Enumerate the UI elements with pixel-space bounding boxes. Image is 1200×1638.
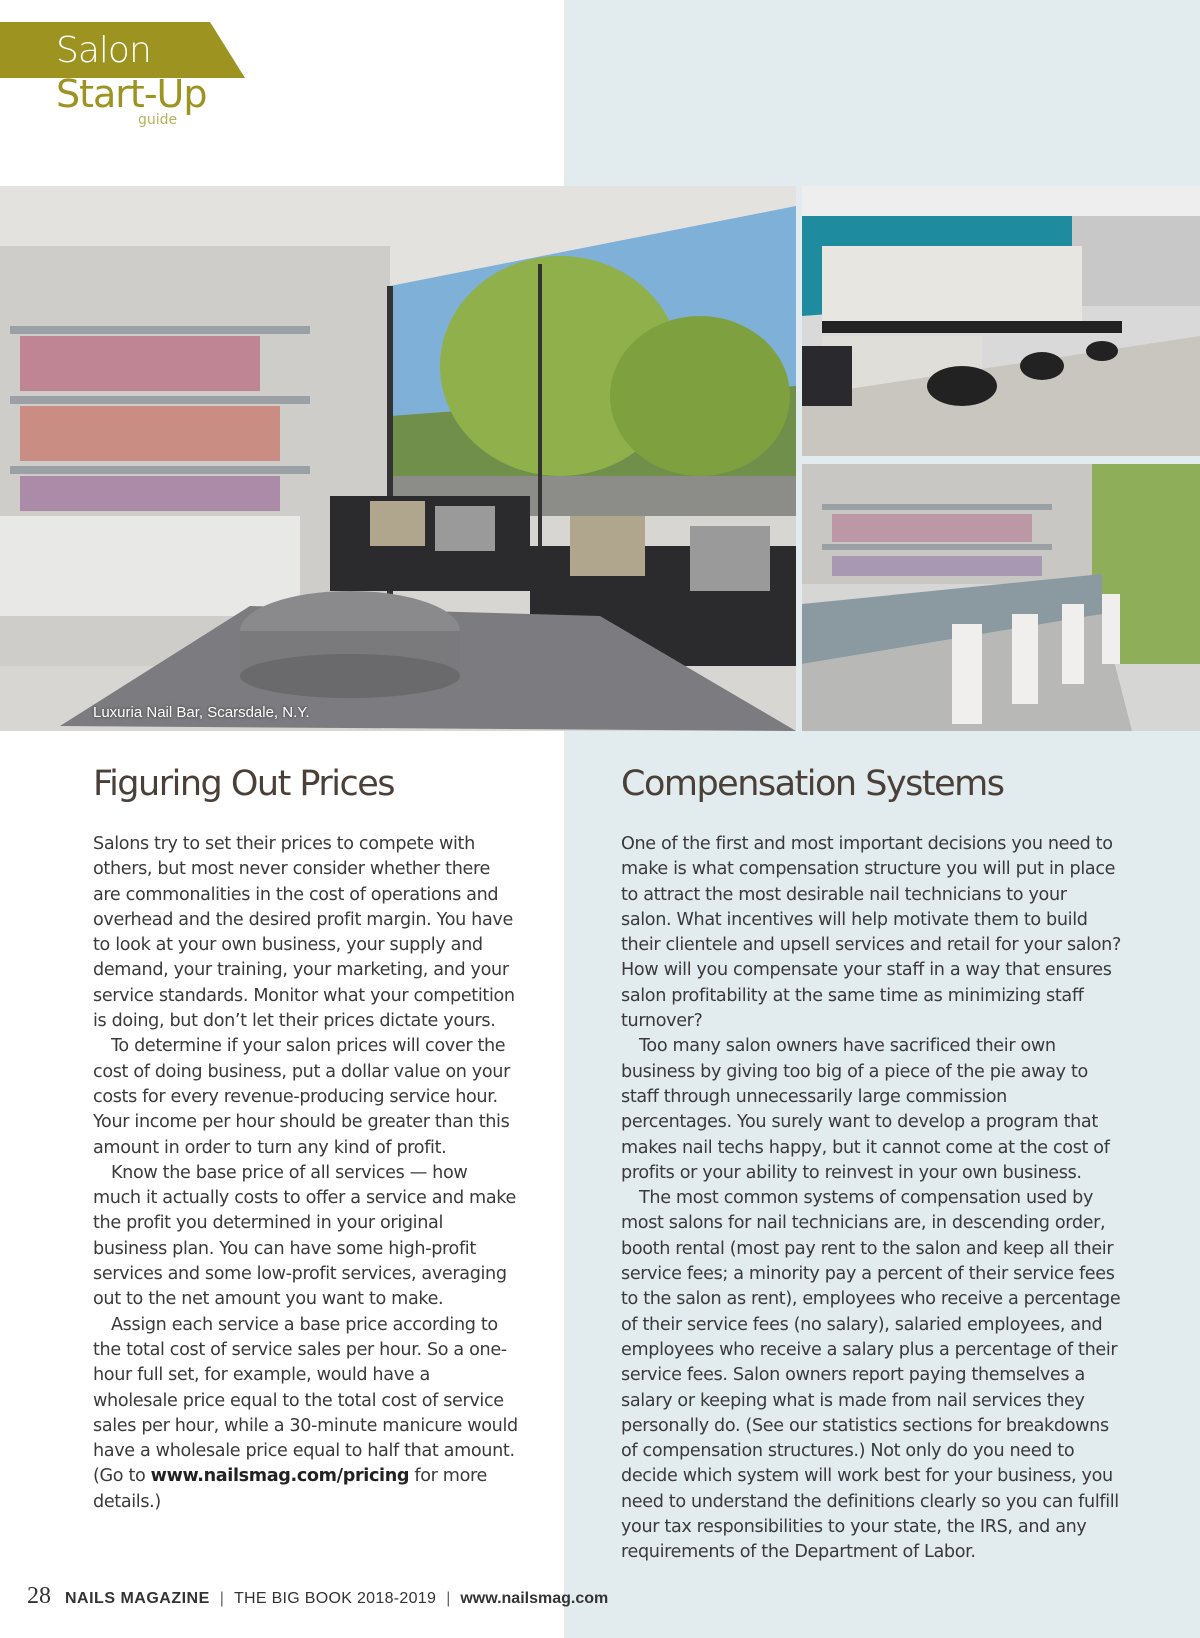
- footer-separator: |: [446, 1590, 451, 1607]
- paragraph: Too many salon owners have sacrificed their own business by giving too big of a piece of the pie away to staff through unnecessarily large commission percentages. You surely want to develop a program that makes nail techs happy, but it cannot come at the cost of profits or your ability to reinvest in your own business.: [621, 1036, 1110, 1183]
- paragraph: Salons try to set their prices to compete with others, but most never consider whether there are commonalities in the cost of operations and overhead and the desired profit margin. You have to look at your own business, your supply and demand, your training, your marketing, and your service standards. Monitor what your competition is doing, but don’t let their prices dictate yours.: [93, 834, 515, 1032]
- heading-compensation-systems: Compensation Systems: [621, 764, 1004, 804]
- article-column-pricing: [93, 762, 518, 1515]
- paragraph: Know the base price of all services — how much it actually costs to offer a service and make the profit you determined in your original business plan. You can have some high-profit services and some low-profit services, averaging out to the net amount you want to make.: [93, 1162, 516, 1310]
- heading-figuring-out-prices: Figuring Out Prices: [93, 764, 395, 804]
- page-number: 28: [27, 1583, 51, 1609]
- paragraph-text: for more details.): [93, 1466, 487, 1512]
- photo-lounge: [0, 186, 796, 731]
- photo-manicure-stations: [802, 464, 1200, 731]
- paragraph: The most common systems of compensation used by most salons for nail technicians are, in descending order, booth rental (most pay rent to the salon and keep all their service fees; a minority pay a percent of their service fees to the salon as rent), employees who receive a percentage of their service fees (no salary), salaried employees, and employees who receive a salary plus a percentage of their service fees. Salon owners report paying themselves a salary or keeping what is made from nail services they personally do. (See our statistics sections for breakdowns of compensation structures.) Not only do you need to decide which system will work best for your business, you need to understand the definitions clearly so you can fulfill your tax responsibilities to your state, the IRS, and any requirements of the Department of Labor.: [621, 1188, 1121, 1563]
- magazine-name: NAILS MAGAZINE: [65, 1590, 210, 1607]
- logo-word-guide: guide: [138, 112, 178, 128]
- paragraph-text: Assign each service a base price according to the total cost of service sales per hour. So a one-hour full set, for example, would have a wholesale price equal to the total cost of service sales per hour, while a 30-minute manicure would have a wholesale price equal to half that amount. (Go to: [93, 1314, 518, 1487]
- footer-separator: |: [219, 1590, 224, 1607]
- footer-url-link[interactable]: www.nailsmag.com: [460, 1590, 609, 1607]
- article-column-compensation: [621, 762, 1121, 1566]
- paragraph-with-link: [93, 1313, 518, 1515]
- logo-word-startup: Start-Up: [56, 72, 207, 116]
- paragraph: To determine if your salon prices will cover the cost of doing business, put a dollar value on your costs for every revenue-producing service hour. Your income per hour should be greater than this amount in order to turn any kind of profit.: [93, 1036, 510, 1158]
- logo-word-salon: Salon: [56, 30, 151, 71]
- paragraph: One of the first and most important decisions you need to make is what compensation structure you will put in place to attract the most desirable nail technicians to your salon. What incentives will help motivate them to build their clientele and upsell services and retail for your salon? How will you compensate your staff in a way that ensures salon profitability at the same time as minimizing staff turnover?: [621, 834, 1121, 1032]
- book-title: THE BIG BOOK 2018-2019: [233, 1590, 437, 1607]
- page-footer: [27, 1583, 608, 1613]
- pricing-link[interactable]: www.nailsmag.com/pricing: [150, 1466, 410, 1487]
- photo-pedicure-stations: [802, 186, 1200, 456]
- photo-caption: Luxuria Nail Bar, Scarsdale, N.Y.: [93, 704, 310, 721]
